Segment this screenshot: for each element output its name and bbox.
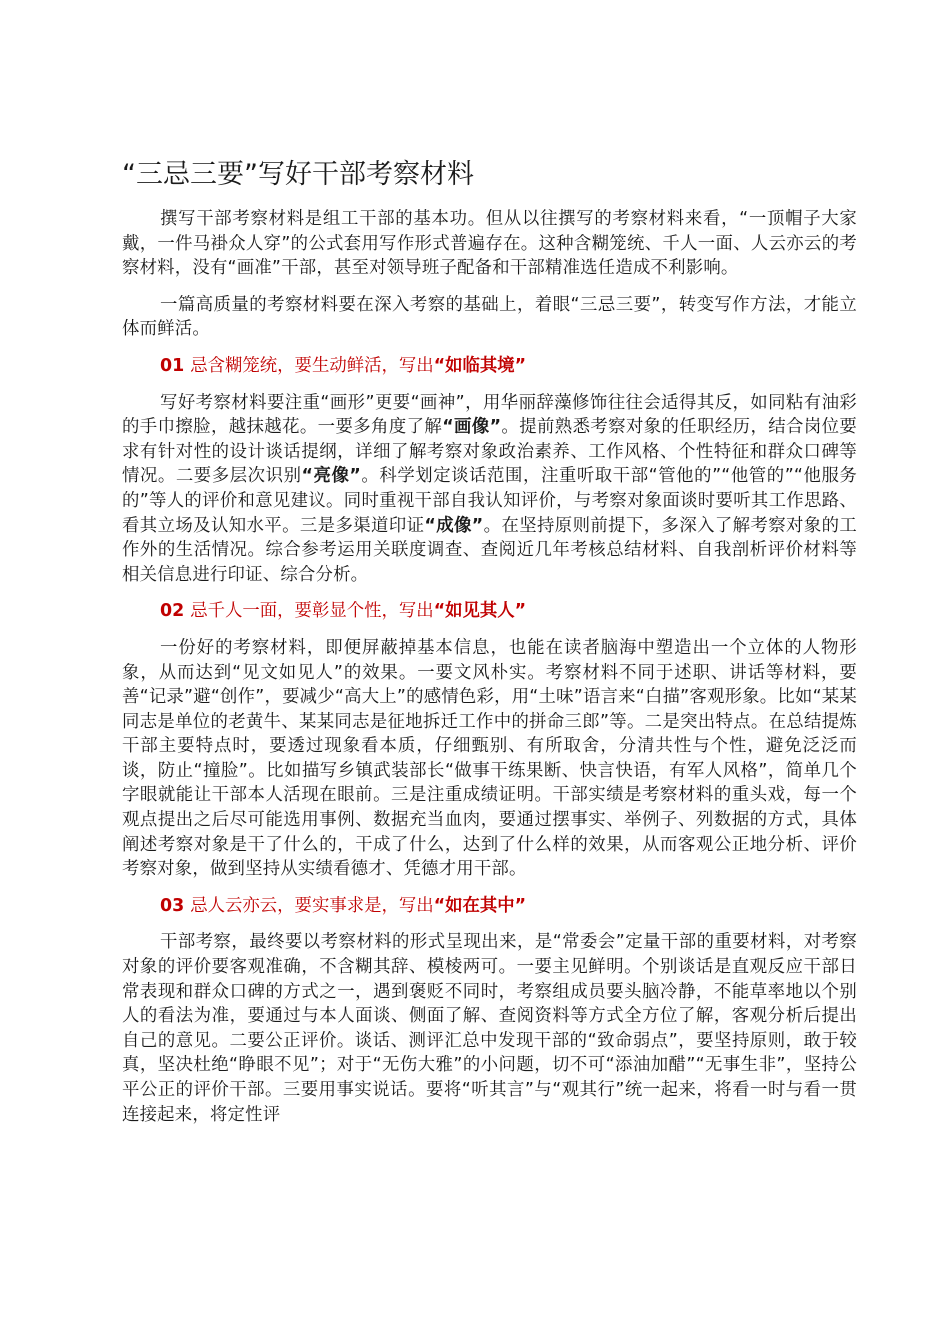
body-text: 一份好的考察材料，即便屏蔽掉基本信息，也能在读者脑海中塑造出一个立体的人物形象，从而达到“见文如见人”的效果。一要文风朴实。考察材料不同于述职、讲话等材料，要善“记录”避“创作”，要减少“高大上”的感情色彩，用“土味”语言来“白描”客观形象。比如“某某同志是单位的老黄牛、某某同志是征地拆迁工作中的拼命三郎”等。二是突出特点。在总结提炼干部主要特点时，要透过现象看本质，仔细甄别、有所取舍，分清共性与个性，避免泛泛而谈，防止“撞脸”。比如描写乡镇武装部长“做事干练果断、快言快语，有军人风格”，简单几个字眼就能让干部本人活现在眼前。三是注重成绩证明。干部实绩是考察材料的重头戏，每一个观点提出之后尽可能选用事例、数据充当血肉，要通过摆事实、举例子、列数据的方式，具体阐述考察对象是干了什么的，干成了什么，达到了什么样的效果，从而客观公正地分析、评价考察对象，做到坚持从实绩看德才、凭德才用干部。 (122, 637, 857, 880)
section-body-01 (122, 391, 857, 588)
body-text: 写好考察材料要注重“画形”更要“画神”，用华丽辞藻修饰往往会适得其反，如同粘有油彩的手巾擦脸，越抹越花。一要多角度了解 (122, 392, 857, 438)
intro-paragraph-2: 一篇高质量的考察材料要在深入考察的基础上，着眼“三忌三要”，转变写作方法，才能立体而鲜活。 (122, 294, 857, 340)
section-heading-emphasis: “如见其人” (433, 601, 527, 622)
body-text: 。科学划定谈话范围，注重听取干部“管他的”“他管的”“他服务的”等人的评价和意见建议。同时重视干部自我认知评价，与考察对象面谈时要听其工作思路、看其立场及认知水平。三是多渠道印证 (122, 466, 857, 536)
body-text-bold: “亮像” (301, 466, 362, 487)
section-body-03 (122, 930, 857, 1127)
section-heading-emphasis: “如在其中” (433, 895, 527, 916)
section-heading-text: 忌人云亦云，要实事求是，写出 (190, 895, 434, 916)
section-number: 01 (160, 355, 185, 376)
section-heading-02 (122, 599, 857, 624)
body-text: 。在坚持原则前提下，多深入了解考察对象的工作外的生活情况。综合参考运用关联度调查、查阅近几年考核总结材料、自我剖析评价材料等相关信息进行印证、综合分析。 (122, 515, 858, 585)
section-heading-text: 忌含糊笼统，要生动鲜活，写出 (190, 355, 434, 376)
page-title: “三忌三要”写好干部考察材料 (122, 159, 474, 190)
section-heading-emphasis: “如临其境” (433, 355, 527, 376)
document-page (122, 156, 857, 1139)
body-text: 。提前熟悉考察对象的任职经历，结合岗位要求有针对性的设计谈话提纲，详细了解考察对象政治素养、工作风格、个性特征和群众口碑等情况。二要多层次识别 (122, 417, 857, 487)
intro-paragraph-1: 撰写干部考察材料是组工干部的基本功。但从以往撰写的考察材料来看，“一顶帽子大家戴，一件马褂众人穿”的公式套用写作形式普遍存在。这种含糊笼统、千人一面、人云亦云的考察材料，没有“画准”干部，甚至对领导班子配备和干部精准选任造成不利影响。 (122, 209, 857, 279)
body-text: 干部考察，最终要以考察材料的形式呈现出来，是“常委会”定量干部的重要材料，对考察对象的评价要客观准确，不含糊其辞、模棱两可。一要主见鲜明。个别谈话是直观反应干部日常表现和群众口碑的方式之一，遇到褒贬不同时，考察组成员要头脑冷静，不能草率地以个别人的看法为准，要通过与本人面谈、侧面了解、查阅资料等方式全方位了解，客观分析后提出自己的意见。二要公正评价。谈话、测评汇总中发现干部的“致命弱点”，要坚持原则，敢于较真，坚决杜绝“睁眼不见”；对于“无伤大雅”的小问题，切不可“添油加醋”“无事生非”，坚持公平公正的评价干部。三要用事实说话。要将“听其言”与“观其行”统一起来，将看一时与看一贯连接起来，将定性评 (122, 932, 857, 1125)
body-text-bold: “画像” (442, 417, 502, 438)
section-body-02 (122, 636, 857, 882)
body-text-bold: “成像” (424, 515, 484, 536)
section-number: 02 (160, 601, 185, 622)
section-heading-01 (122, 354, 857, 379)
section-number: 03 (160, 895, 185, 916)
section-heading-03 (122, 894, 857, 919)
section-heading-text: 忌千人一面，要彰显个性，写出 (190, 601, 434, 622)
